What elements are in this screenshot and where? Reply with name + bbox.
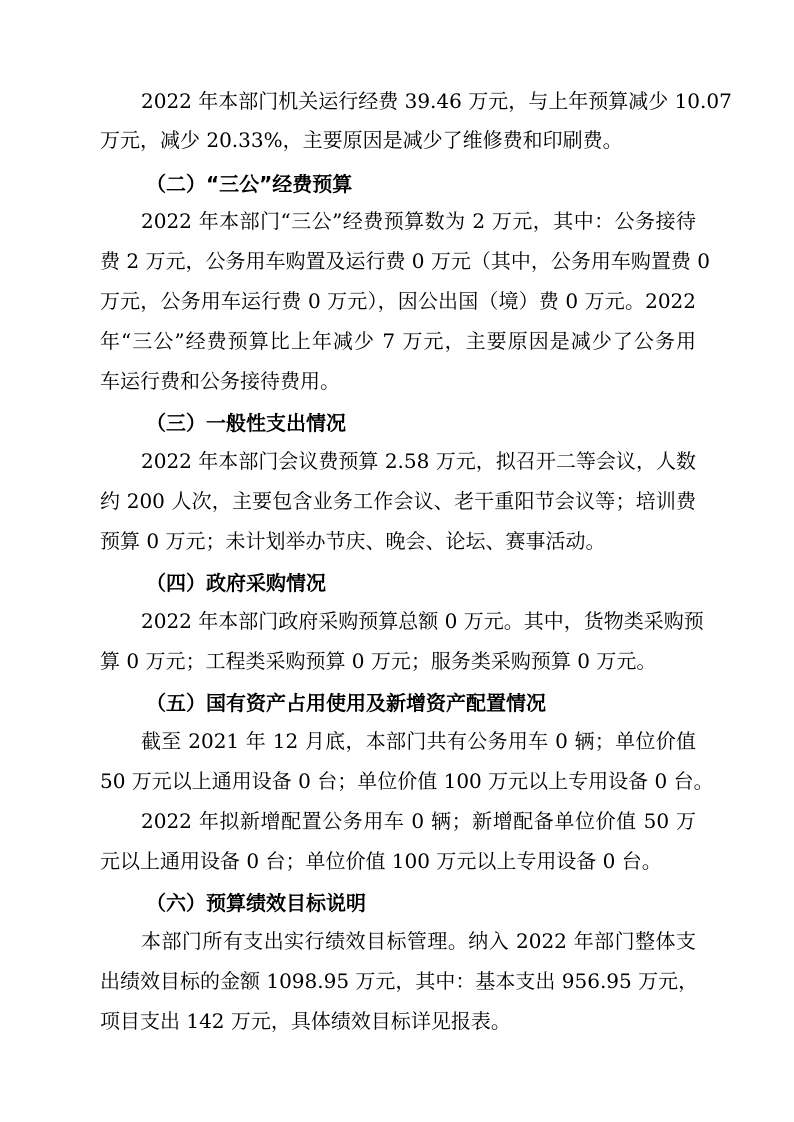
paragraph-2-line-2: 费 2 万元，公务用车购置及运行费 0 万元（其中，公务用车购置费 0 (100, 249, 710, 273)
paragraph-3-line-3: 预算 0 万元；未计划举办节庆、晚会、论坛、赛事活动。 (100, 529, 606, 553)
paragraph-5-line-2: 50 万元以上通用设备 0 台；单位价值 100 万元以上专用设备 0 台。 (100, 769, 714, 793)
paragraph-4-line-2: 算 0 万元；工程类采购预算 0 万元；服务类采购预算 0 万元。 (100, 649, 657, 673)
paragraph-2-line-4: 年“三公”经费预算比上年减少 7 万元，主要原因是减少了公务用 (100, 329, 696, 353)
paragraph-7-line-2: 出绩效目标的金额 1098.95 万元，其中：基本支出 956.95 万元， (100, 969, 699, 993)
paragraph-1-line-2: 万元，减少 20.33%，主要原因是减少了维修费和印刷费。 (100, 128, 623, 152)
paragraph-2-line-3: 万元，公务用车运行费 0 万元），因公出国（境）费 0 万元。2022 (100, 289, 696, 313)
paragraph-5-line-1: 截至 2021 年 12 月底，本部门共有公务用车 0 辆；单位价值 (141, 729, 696, 753)
section-heading-san-gong: （二）“三公”经费预算 (146, 172, 353, 196)
paragraph-3-line-1: 2022 年本部门会议费预算 2.58 万元，拟召开二等会议，人数 (141, 449, 696, 473)
section-heading-state-assets: （五）国有资产占用使用及新增资产配置情况 (146, 691, 546, 715)
section-heading-performance-goals: （六）预算绩效目标说明 (146, 891, 366, 915)
paragraph-7-line-1: 本部门所有支出实行绩效目标管理。纳入 2022 年部门整体支 (141, 929, 696, 953)
paragraph-2-line-5: 车运行费和公务接待费用。 (100, 369, 340, 393)
paragraph-6-line-1: 2022 年拟新增配置公务用车 0 辆；新增配备单位价值 50 万 (141, 809, 696, 833)
paragraph-7-line-3: 项目支出 142 万元，具体绩效目标详见报表。 (100, 1009, 511, 1033)
paragraph-2-line-1: 2022 年本部门“三公”经费预算数为 2 万元，其中：公务接待 (141, 209, 696, 233)
paragraph-4-line-1: 2022 年本部门政府采购预算总额 0 万元。其中，货物类采购预 (141, 609, 704, 633)
section-heading-general-expenses: （三）一般性支出情况 (146, 411, 346, 435)
paragraph-3-line-2: 约 200 人次，主要包含业务工作会议、老干重阳节会议等；培训费 (100, 489, 696, 513)
paragraph-6-line-2: 元以上通用设备 0 台；单位价值 100 万元以上专用设备 0 台。 (100, 849, 662, 873)
paragraph-1-line-1: 2022 年本部门机关运行经费 39.46 万元，与上年预算减少 10.07 (141, 89, 732, 113)
section-heading-procurement: （四）政府采购情况 (146, 571, 326, 595)
